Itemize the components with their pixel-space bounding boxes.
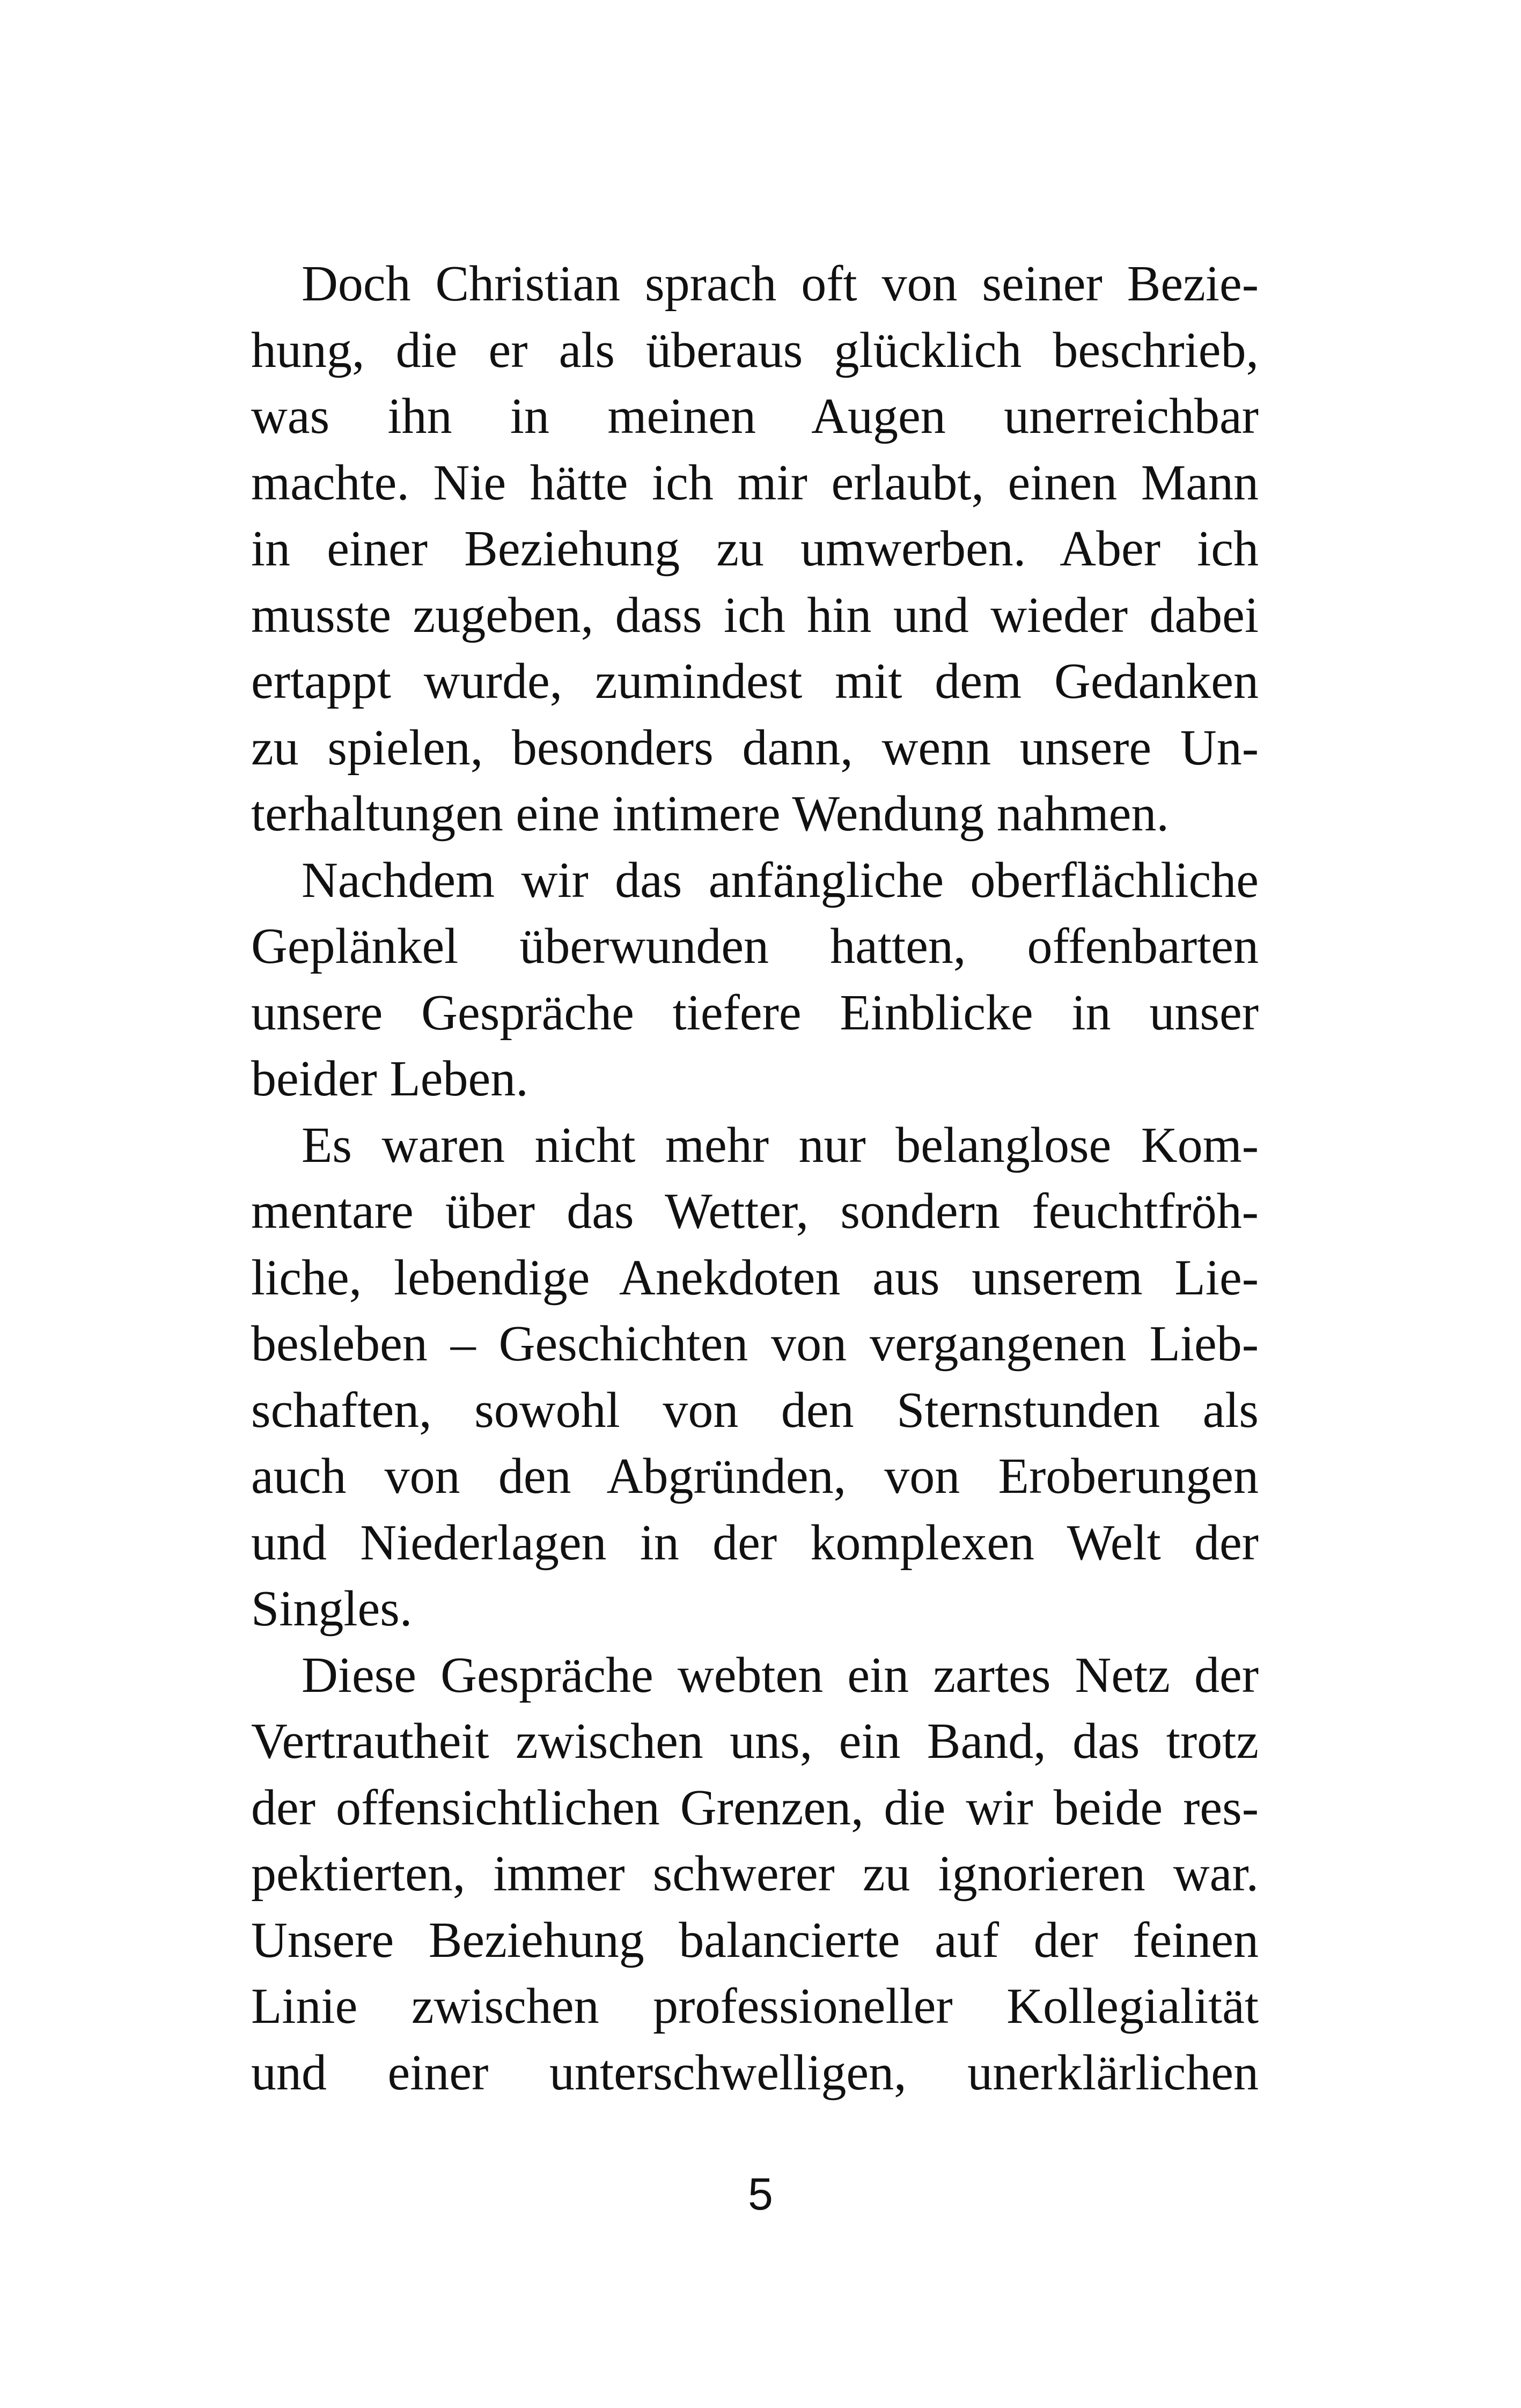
text-line: Diese Gespräche webten ein zartes Netz der bbox=[302, 1647, 1259, 1703]
text-line: Vertrautheit zwischen uns, ein Band, das trotz bbox=[251, 1713, 1259, 1769]
text-line: mentare über das Wetter, sondern feuchtfröh- bbox=[251, 1183, 1259, 1239]
text-line: pektierten, immer schwerer zu ignorieren war. bbox=[251, 1846, 1259, 1902]
text-line: in einer Beziehung zu umwerben. Aber ich bbox=[251, 521, 1259, 577]
text-line: Nachdem wir das anfängliche oberflächliche bbox=[302, 852, 1259, 908]
text-line: auch von den Abgründen, von Eroberungen bbox=[251, 1448, 1259, 1504]
text-line: Singles. bbox=[251, 1581, 413, 1637]
text-line: terhaltungen eine intimere Wendung nahmen. bbox=[251, 786, 1169, 842]
text-line: ertappt wurde, zumindest mit dem Gedanken bbox=[251, 653, 1259, 709]
text-line: Linie zwischen professioneller Kollegialität bbox=[251, 1978, 1259, 2034]
page-number: 5 bbox=[748, 2169, 773, 2219]
body-text bbox=[251, 251, 1259, 2106]
text-line: besleben – Geschichten von vergangenen Lieb- bbox=[251, 1316, 1259, 1372]
text-line: Es waren nicht mehr nur belanglose Kom- bbox=[302, 1117, 1259, 1173]
text-line: der offensichtlichen Grenzen, die wir beide res- bbox=[251, 1779, 1259, 1836]
text-line: liche, lebendige Anekdoten aus unserem Lie- bbox=[251, 1249, 1259, 1306]
text-line: Unsere Beziehung balancierte auf der feinen bbox=[251, 1912, 1259, 1968]
text-line: Geplänkel überwunden hatten, offenbarten bbox=[251, 918, 1259, 974]
text-line: schaften, sowohl von den Sternstunden als bbox=[251, 1382, 1259, 1438]
text-line: unsere Gespräche tiefere Einblicke in unser bbox=[251, 984, 1259, 1041]
text-line: Doch Christian sprach oft von seiner Bezie- bbox=[302, 256, 1259, 312]
text-line: musste zugeben, dass ich hin und wieder dabei bbox=[251, 587, 1259, 643]
text-line: zu spielen, besonders dann, wenn unsere Un- bbox=[251, 719, 1259, 776]
text-line: machte. Nie hätte ich mir erlaubt, einen Mann bbox=[251, 454, 1259, 511]
text-line: was ihn in meinen Augen unerreichbar bbox=[251, 388, 1259, 444]
text-line: und Niederlagen in der komplexen Welt der bbox=[251, 1514, 1259, 1571]
text-line: und einer unterschwelligen, unerklärlichen bbox=[251, 2044, 1259, 2101]
text-line: beider Leben. bbox=[251, 1051, 528, 1107]
text-line: hung, die er als überaus glücklich beschrieb, bbox=[251, 322, 1259, 378]
